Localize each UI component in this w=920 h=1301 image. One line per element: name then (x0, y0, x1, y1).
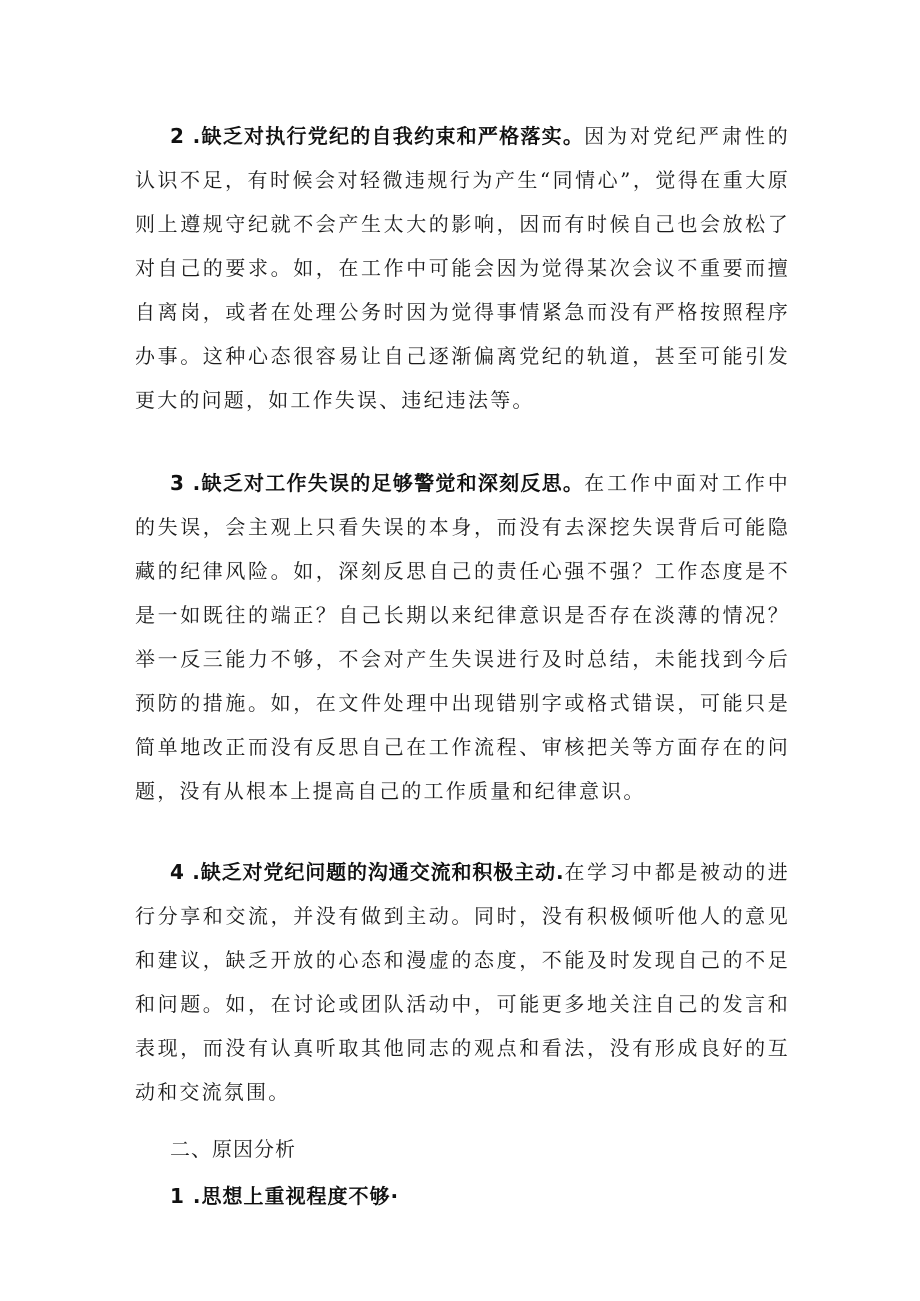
section-heading: 二、原因分析 (170, 1137, 296, 1161)
paragraph-body: 因为对党纪严肃性的认识不足，有时候会对轻微违规行为产生“同情心”，觉得在重大原则上遵规守纪就不会产生太大的影响，因而有时候自己也会放松了对自己的要求。如，在工作中可能会因为觉得某次会议不重要而擅自离岗，或者在处理公务时因为觉得事情紧急而没有严格按照程序办事。这种心态很容易让自己逐渐偏离党纪的轨道，甚至可能引发更大的问题，如工作失误、违纪违法等。 (135, 124, 790, 412)
paragraph-lead: 2 .缺乏对执行党纪的自我约束和严格落实。 (170, 124, 585, 148)
paragraph-body: 在工作中面对工作中的失误，会主观上只看失误的本身，而没有去深挖失误背后可能隐藏的纪律风险。如，深刻反思自己的责任心强不强？工作态度是不是一如既往的端正？自己长期以来纪律意识是否存在淡薄的情况？举一反三能力不够，不会对产生失误进行及时总结，未能找到今后预防的措施。如，在文件处理中出现错别字或格式错误，可能只是简单地改正而没有反思自己在工作流程、审核把关等方面存在的问题，没有从根本上提高自己的工作质量和纪律意识。 (135, 471, 790, 803)
sub-heading: 1 .思想上重视程度不够· (170, 1184, 400, 1208)
paragraph-self-discipline (135, 114, 790, 422)
paragraph-lead: 3 .缺乏对工作失误的足够警觉和深刻反思。 (170, 471, 585, 495)
paragraph-body: 在学习中都是被动的进行分享和交流，并没有做到主动。同时，没有积极倾听他人的意见和建议，缺乏开放的心态和漫虚的态度，不能及时发现自己的不足和问题。如，在讨论或团队活动中，可能更多地关注自己的发言和表现，而没有认真听取其他同志的观点和看法，没有形成良好的互动和交流氛围。 (135, 860, 791, 1104)
paragraph-communication (135, 850, 790, 1114)
paragraph-lead: 4 .缺乏对党纪问题的沟通交流和积极主动. (170, 860, 565, 884)
paragraph-work-errors (135, 461, 790, 813)
